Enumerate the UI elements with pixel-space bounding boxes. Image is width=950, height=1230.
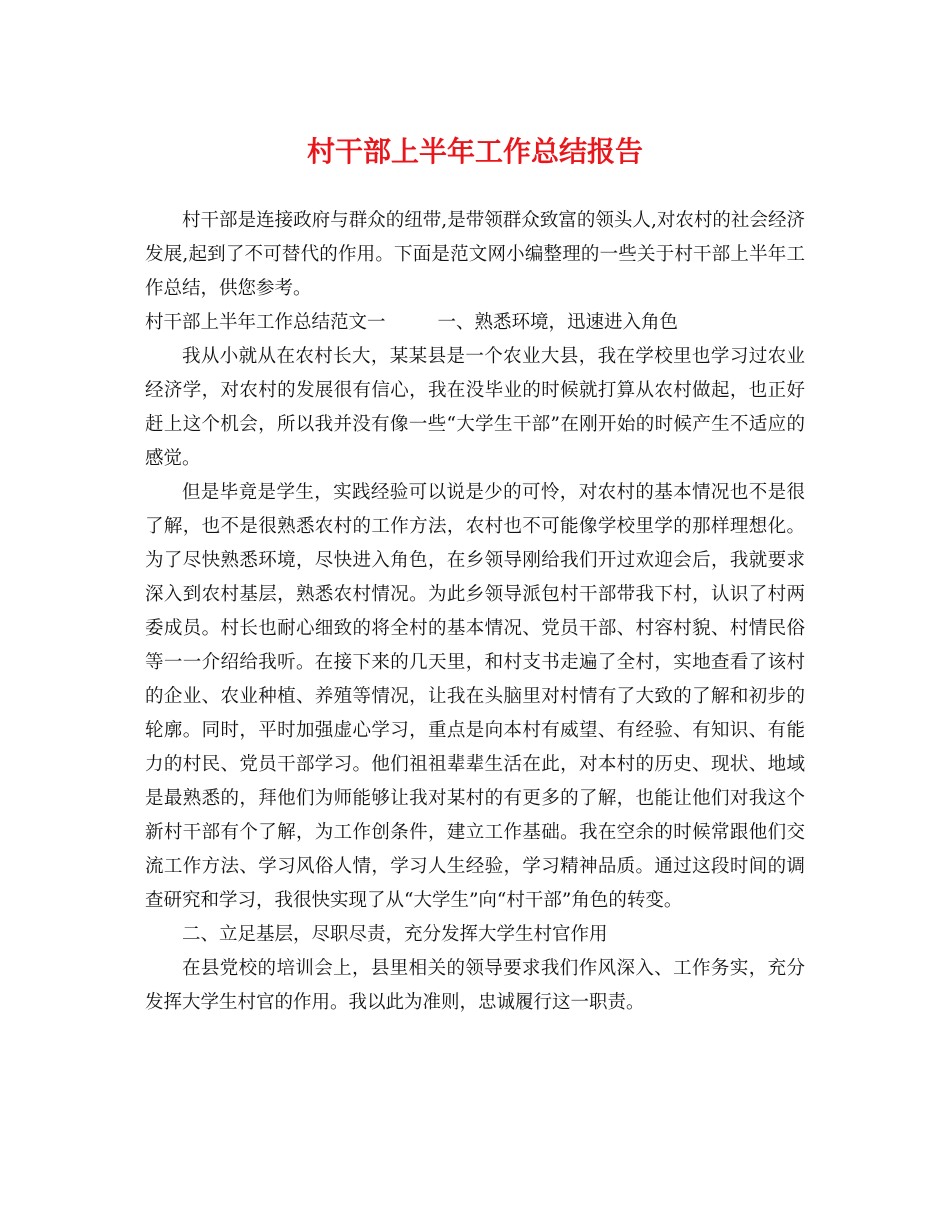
document-body <box>145 204 805 1020</box>
body-paragraph-2: 但是毕竟是学生，实践经验可以说是少的可怜，对农村的基本情况也不是很了解，也不是很熟悉农村的工作方法，农村也不可能像学校里学的那样理想化。为了尽快熟悉环境，尽快进入角色，在乡领导刚给我们开过欢迎会后，我就要求深入到农村基层，熟悉农村情况。为此乡领导派包村干部带我下村，认识了村两委成员。村长也耐心细致的将全村的基本情况、党员干部、村容村貌、村情民俗等一一介绍给我听。在接下来的几天里，和村支书走遍了全村，实地查看了该村的企业、农业种植、养殖等情况，让我在头脑里对村情有了大致的了解和初步的轮廓。同时，平时加强虚心学习，重点是向本村有威望、有经验、有知识、有能力的村民、党员干部学习。他们祖祖辈辈生活在此，对本村的历史、现状、地域是最熟悉的，拜他们为师能够让我对某村的有更多的了解，也能让他们对我这个新村干部有个了解，为工作创条件，建立工作基础。我在空余的时候常跟他们交流工作方法、学习风俗人情，学习人生经验，学习精神品质。通过这段时间的调查研究和学习，我很快实现了从“大学生”向“村干部”角色的转变。 <box>145 482 805 911</box>
section-heading-gap <box>386 306 438 340</box>
section-title-left: 村干部上半年工作总结范文一 <box>145 312 386 333</box>
section-title-right: 一、熟悉环境，迅速进入角色 <box>437 312 679 333</box>
section-heading-2: 二、立足基层，尽职尽责，充分发挥大学生村官作用 <box>182 924 608 945</box>
document-title: 村干部上半年工作总结报告 <box>306 135 643 168</box>
section-heading-row <box>145 306 805 340</box>
intro-paragraph: 村干部是连接政府与群众的纽带,是带领群众致富的领头人,对农村的社会经济发展,起到了不可替代的作用。下面是范文网小编整理的一些关于村干部上半年工作总结，供您参考。 <box>145 210 805 299</box>
body-paragraph-3: 在县党校的培训会上，县里相关的领导要求我们作风深入、工作务实，充分发挥大学生村官的作用。我以此为准则，忠诚履行这一职责。 <box>145 958 805 1013</box>
body-paragraph-1: 我从小就从在农村长大，某某县是一个农业大县，我在学校里也学习过农业经济学，对农村的发展很有信心，我在没毕业的时候就打算从农村做起，也正好赶上这个机会，所以我并没有像一些“大学生干部”在刚开始的时候产生不适应的感觉。 <box>145 346 805 469</box>
